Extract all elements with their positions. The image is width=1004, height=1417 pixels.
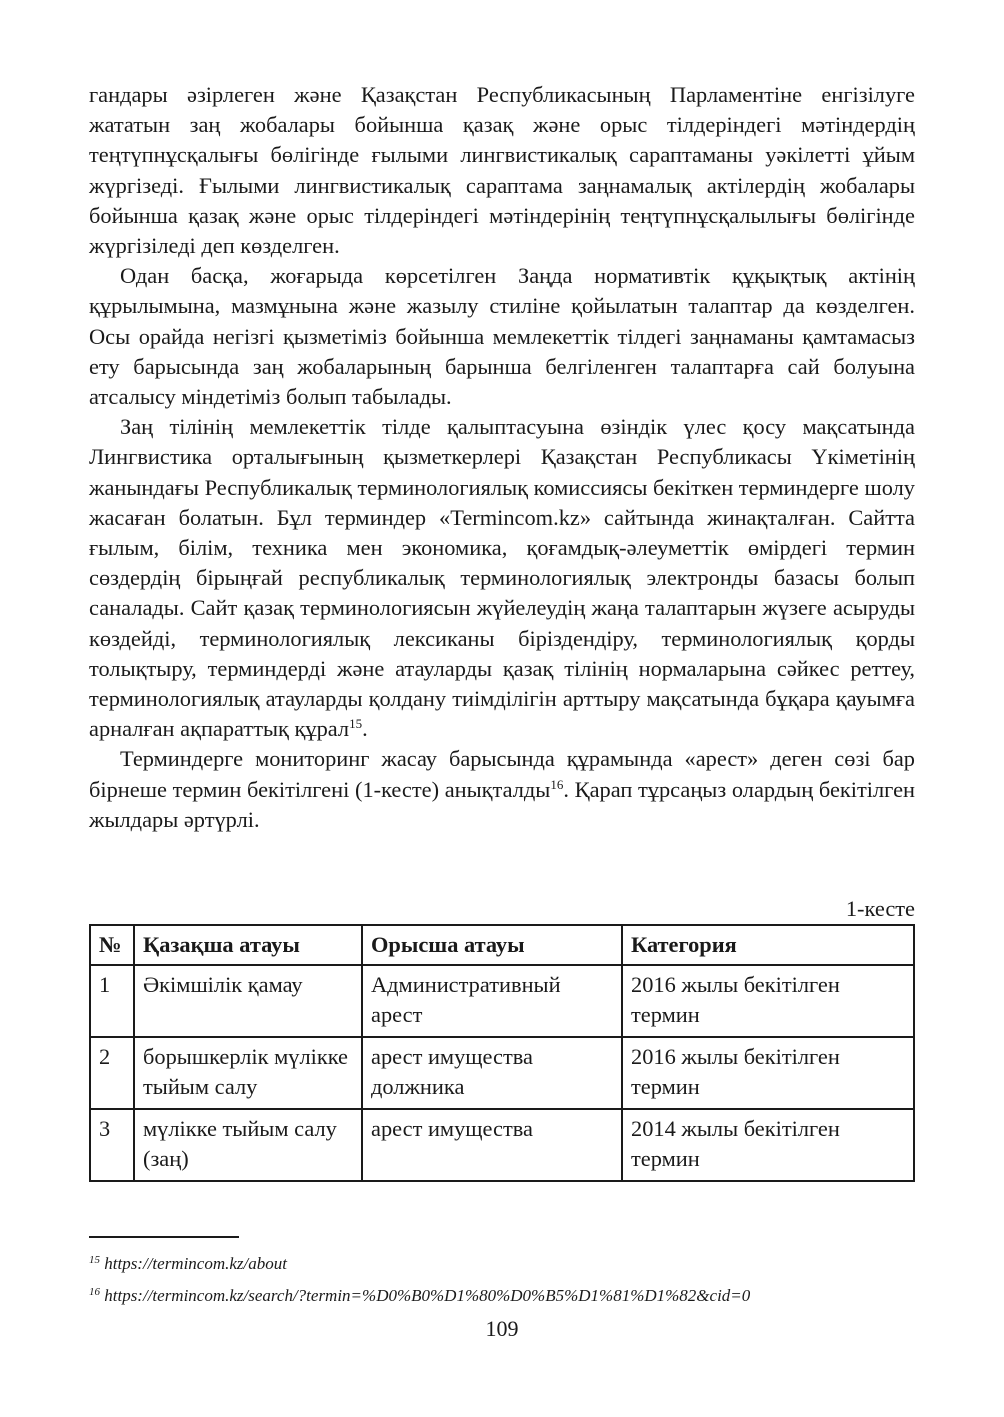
paragraph-4-tail: . Қарап тұрсаңыз олардың бекітілген жылдары әртүрлі. [89,776,915,832]
cell-russian-name: арест имущества должника [362,1037,622,1109]
footnote-16 [89,1280,915,1312]
paragraph-4-text: Терминдерге мониторинг жасау барысында құрамында «арест» деген сөзі бар бірнеше термин бекітілгені (1-кесте) анықталды [89,746,915,802]
cell-russian-name: арест имущества [362,1109,622,1181]
table-caption: 1-кесте [845,896,915,921]
paragraph-4 [89,744,915,835]
table-row [90,965,914,1037]
footnote-15 [89,1248,915,1280]
cell-category: 2016 жылы бекітілген термин [622,1037,914,1109]
cell-number: 3 [90,1109,134,1181]
cell-kazakh-name: борышкерлік мүлікке тыйым салу [134,1037,362,1109]
paragraph-1 [89,80,915,261]
header-number: № [90,925,134,965]
table-row [90,1037,914,1109]
footnotes [89,1248,915,1312]
body-text [89,80,915,835]
footnote-separator [89,1236,239,1238]
paragraph-2 [89,261,915,412]
header-category: Категория [622,925,914,965]
footnote-number: 16 [89,1286,100,1298]
header-russian-name: Орысша атауы [362,925,622,965]
page-number: 109 [485,1316,519,1341]
cell-category: 2014 жылы бекітілген термин [622,1109,914,1181]
table-header-row [90,925,914,965]
terms-table [89,924,915,1182]
cell-russian-name: Административный арест [362,965,622,1037]
table-row [90,1109,914,1181]
header-kazakh-name: Қазақша атауы [134,925,362,965]
cell-category: 2016 жылы бекітілген термин [622,965,914,1037]
footnote-link[interactable]: https://termincom.kz/about [104,1254,287,1273]
footnote-link[interactable]: https://termincom.kz/search/?termin=%D0%B0%D1%80%D0%B5%D1%81%D1%82&cid=0 [104,1286,751,1305]
cell-kazakh-name: Әкімшілік қамау [134,965,362,1037]
paragraph-3 [89,412,915,744]
footnote-ref-15[interactable]: 15 [349,716,363,732]
paragraph-2-text: Одан басқа, жоғарыда көрсетілген Заңда нормативтік құқықтық актінің құрылымына, мазмұнына және жазылу стиліне қойылатын талаптар да көзделген. Осы орайда негізгі қызметіміз бойынша мемлекеттік тілдегі заңнаманы қамтамасыз ету барысында заң жобаларының барынша белгіленген талаптарға сай болуына атсалысу міндетіміз болып табылады. [89,263,915,410]
cell-number: 2 [90,1037,134,1109]
cell-kazakh-name: мүлікке тыйым салу (заң) [134,1109,362,1181]
paragraph-3-text: Заң тілінің мемлекеттік тілде қалыптасуына өзіндік үлес қосу мақсатында Лингвистика орталығының қызметкерлері Қазақстан Республикасы Үкіметінің жанындағы Республикалық терминологиялық комиссиясы бекіткен терминдерге шолу жасаған болатын. Бұл терминдер «Termincom.kz» сайтында жинақталған. Сайтта ғылым, білім, техника мен экономика, қоғамдық-әлеуметтік өмірдегі термин сөздердің бірыңғай республикалық терминологиялық электронды базасы болып саналады. Сайт қазақ терминологиясын жүйелеудің жаңа талаптарын жүзеге асыруды көздейді, терминологиялық лексиканы біріздендіру, терминологиялық қорды толықтыру, терминдерді және атауларды қазақ тілінің нормаларына сәйкес реттеу, терминологиялық атауларды қолдану тиімділігін арттыру мақсатында бұқара қауымға арналған ақпараттық құрал [89,414,915,742]
paragraph-1-text: гандары әзірлеген және Қазақстан Республикасының Парламентіне енгізілуге жататын заң жобалары бойынша қазақ және орыс тілдеріндегі мәтіндердің теңтүпнұсқалығы бөлігінде ғылыми лингвистикалық сараптаманы уәкілетті ұйым жүргізеді. Ғылыми лингвистикалық сараптама заңнамалық актілердің жобалары бойынша қазақ және орыс тілдеріндегі мәтіндерінің теңтүпнұсқалылығы бөлігінде жүргізіледі деп көзделген. [89,82,915,259]
paragraph-3-tail: . [362,716,368,742]
cell-number: 1 [90,965,134,1037]
footnote-ref-16[interactable]: 16 [550,776,564,792]
footnote-number: 15 [89,1254,100,1266]
